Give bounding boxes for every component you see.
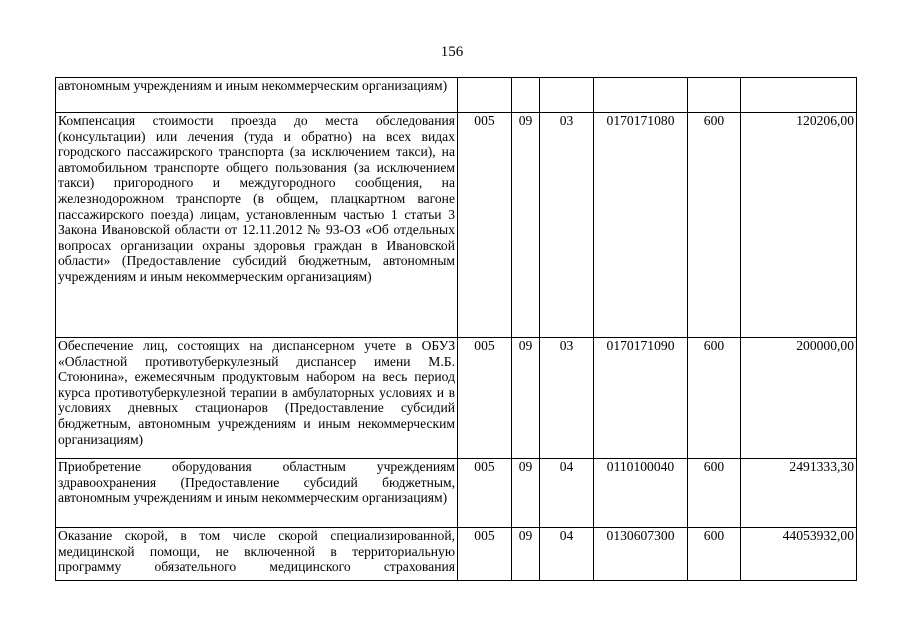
row-section-code: 09 [512, 113, 540, 338]
table-row [56, 338, 857, 459]
row-subsection-code: 03 [540, 113, 594, 338]
row-expense-type [688, 78, 741, 113]
row-section-code [512, 78, 540, 113]
row-expense-type: 600 [688, 459, 741, 528]
row-description: Обеспечение лиц, состоящих на диспансерном учете в ОБУЗ «Областной противотуберкулезный диспансер имени М.Б. Стоюнина», ежемесячным продуктовым набором на весь период курса противотуберкулезной терапии в амбулаторных условиях и в условиях дневных стационаров (Предоставление субсидий бюджетным, автономным учреждениям и иным некоммерческим организациям) [56, 338, 458, 459]
row-ministry-code: 005 [458, 338, 512, 459]
row-expense-type: 600 [688, 528, 741, 581]
row-description: автономным учреждениям и иным некоммерческим организациям) [56, 78, 458, 113]
table-row [56, 113, 857, 338]
table-row [56, 459, 857, 528]
row-expense-type: 600 [688, 338, 741, 459]
row-subsection-code: 04 [540, 459, 594, 528]
row-ministry-code: 005 [458, 528, 512, 581]
row-subsection-code [540, 78, 594, 113]
row-ministry-code: 005 [458, 113, 512, 338]
row-amount [741, 78, 857, 113]
table-row [56, 528, 857, 581]
row-expense-type: 600 [688, 113, 741, 338]
row-subsection-code: 03 [540, 338, 594, 459]
row-amount: 120206,00 [741, 113, 857, 338]
row-subsection-code: 04 [540, 528, 594, 581]
row-target-code: 0110100040 [594, 459, 688, 528]
row-section-code: 09 [512, 528, 540, 581]
row-ministry-code [458, 78, 512, 113]
row-target-code [594, 78, 688, 113]
row-description: Компенсация стоимости проезда до места обследования (консультации) или лечения (туда и обратно) на всех видах городского пассажирского транспорта (за исключением такси), на автомобильном транспорте общего пользования (за исключением такси) пригородного и междугородного сообщения, на железнодорожном транспорте (в общем, плацкартном вагоне пассажирского поезда) лицам, установленным частью 1 статьи 3 Закона Ивановской области от 12.11.2012 № 93-ОЗ «Об отдельных вопросах организации охраны здоровья граждан в Ивановской области» (Предоставление субсидий бюджетным, автономным учреждениям и иным некоммерческим организациям) [56, 113, 458, 338]
row-ministry-code: 005 [458, 459, 512, 528]
row-amount: 2491333,30 [741, 459, 857, 528]
row-description: Оказание скорой, в том числе скорой специализированной, медицинской помощи, не включенной в территориальную программу обязательного медицинского страхования [56, 528, 458, 581]
row-section-code: 09 [512, 459, 540, 528]
row-target-code: 0170171090 [594, 338, 688, 459]
row-amount: 44053932,00 [741, 528, 857, 581]
budget-table [55, 77, 857, 581]
table-row [56, 78, 857, 113]
row-target-code: 0130607300 [594, 528, 688, 581]
page-number: 156 [440, 44, 464, 60]
row-amount: 200000,00 [741, 338, 857, 459]
row-target-code: 0170171080 [594, 113, 688, 338]
row-section-code: 09 [512, 338, 540, 459]
row-description: Приобретение оборудования областным учреждениям здравоохранения (Предоставление субсидий бюджетным, автономным учреждениям и иным некоммерческим организациям) [56, 459, 458, 528]
